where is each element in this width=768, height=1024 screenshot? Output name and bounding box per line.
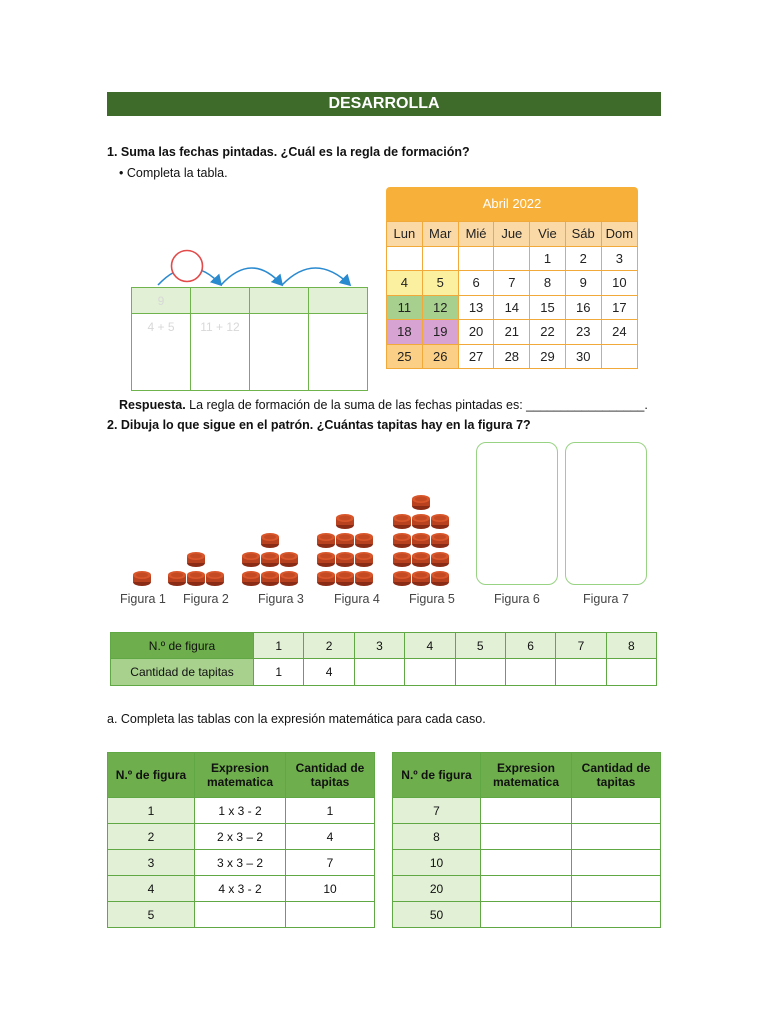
expression-cell: 3 x 3 – 2	[195, 850, 286, 876]
day-header: Vie	[530, 222, 566, 247]
calendar-cell: 2	[565, 246, 601, 271]
bottle-cap	[431, 533, 449, 548]
expression-table-right	[392, 752, 661, 928]
seq-bottom-3[interactable]	[250, 314, 309, 391]
section-banner: DESARROLLA	[107, 92, 661, 116]
figure-label: Figura 7	[583, 592, 629, 606]
bottle-cap	[336, 533, 354, 548]
figure-cell: 4	[108, 876, 195, 902]
bottle-cap	[206, 571, 224, 586]
calendar-title: Abril 2022	[386, 187, 638, 221]
day-header: Sáb	[565, 222, 601, 247]
figure-number: 3	[354, 633, 404, 659]
header-caps: Cantidad de tapitas	[286, 753, 375, 798]
caps-cell[interactable]	[572, 876, 661, 902]
bottle-cap	[336, 571, 354, 586]
figure-label: Figura 1	[120, 592, 166, 606]
expression-cell[interactable]	[481, 824, 572, 850]
bottle-cap	[412, 514, 430, 529]
figure-cell: 10	[393, 850, 481, 876]
expression-cell[interactable]	[195, 902, 286, 928]
calendar-cell	[458, 246, 494, 271]
calendar-cell: 29	[530, 344, 566, 369]
calendar-cell: 22	[530, 320, 566, 345]
answer-label: Respuesta.	[119, 398, 186, 412]
calendar-cell-highlighted: 26	[422, 344, 458, 369]
calendar-cell: 24	[601, 320, 637, 345]
figure-number: 8	[606, 633, 656, 659]
calendar-cell-highlighted: 11	[387, 295, 423, 320]
calendar-cell-highlighted: 4	[387, 271, 423, 296]
seq-bottom-2: 11 + 12	[191, 314, 250, 391]
bottle-cap	[133, 571, 151, 586]
caps-cell[interactable]	[286, 902, 375, 928]
caps-cell[interactable]	[572, 824, 661, 850]
caps-count-cell[interactable]	[606, 659, 656, 686]
day-header: Mié	[458, 222, 494, 247]
bottle-cap	[336, 552, 354, 567]
calendar-cell: 30	[565, 344, 601, 369]
expression-cell[interactable]	[481, 798, 572, 824]
seq-bottom-1: 4 + 5	[132, 314, 191, 391]
figure-cell: 2	[108, 824, 195, 850]
calendar-cell: 21	[494, 320, 530, 345]
row-label-caps: Cantidad de tapitas	[111, 659, 254, 686]
bottle-cap	[317, 533, 335, 548]
figure-cell: 7	[393, 798, 481, 824]
answer-text: La regla de formación de la suma de las fechas pintadas es: _________________.	[185, 398, 648, 412]
bottle-cap	[280, 552, 298, 567]
calendar-cell: 23	[565, 320, 601, 345]
figures-pattern	[110, 490, 480, 590]
question-1-title: 1. Suma las fechas pintadas. ¿Cuál es la regla de formación?	[107, 145, 470, 159]
day-header: Jue	[494, 222, 530, 247]
caps-count-cell[interactable]	[354, 659, 404, 686]
caps-count: 1	[254, 659, 304, 686]
calendar-cell: 1	[530, 246, 566, 271]
figure-label: Figura 6	[494, 592, 540, 606]
bottle-cap	[187, 571, 205, 586]
bottle-cap	[355, 533, 373, 548]
question-2-title: 2. Dibuja lo que sigue en el patrón. ¿Cuántas tapitas hay en la figura 7?	[107, 418, 531, 432]
figure-label: Figura 3	[258, 592, 304, 606]
figure-6-box[interactable]	[476, 442, 558, 585]
calendar-cell-highlighted: 5	[422, 271, 458, 296]
caps-cell: 4	[286, 824, 375, 850]
caps-cell: 1	[286, 798, 375, 824]
figure-cell: 20	[393, 876, 481, 902]
bottle-cap	[412, 571, 430, 586]
arc-arrow-3	[282, 268, 350, 285]
calendar-cell: 17	[601, 295, 637, 320]
calendar-cell-highlighted: 18	[387, 320, 423, 345]
header-expression: Expresion matematica	[195, 753, 286, 798]
calendar-cell	[387, 246, 423, 271]
expression-cell: 2 x 3 – 2	[195, 824, 286, 850]
calendar-cell	[494, 246, 530, 271]
bottle-cap	[393, 571, 411, 586]
expression-cell[interactable]	[481, 902, 572, 928]
calendar-cell: 6	[458, 271, 494, 296]
figure-7-box[interactable]	[565, 442, 647, 585]
calendar-cell: 28	[494, 344, 530, 369]
bottle-cap	[355, 552, 373, 567]
calendar-cell	[422, 246, 458, 271]
figure-number: 7	[556, 633, 606, 659]
calendar	[386, 187, 638, 369]
figure-cell: 5	[108, 902, 195, 928]
calendar-cell: 14	[494, 295, 530, 320]
figures-count-table	[110, 632, 657, 686]
caps-count-cell[interactable]	[505, 659, 555, 686]
bottle-cap	[431, 571, 449, 586]
figure-number: 6	[505, 633, 555, 659]
header-figure: N.º de figura	[393, 753, 481, 798]
seq-top-4[interactable]	[309, 288, 368, 314]
figure-label: Figura 5	[409, 592, 455, 606]
empty-circle	[172, 251, 203, 282]
figure-label: Figura 2	[183, 592, 229, 606]
seq-top-3[interactable]	[250, 288, 309, 314]
calendar-cell: 15	[530, 295, 566, 320]
expression-cell: 1 x 3 - 2	[195, 798, 286, 824]
bottle-cap	[412, 495, 430, 510]
calendar-cell-highlighted: 25	[387, 344, 423, 369]
calendar-cell: 13	[458, 295, 494, 320]
question-1-bullet: • Completa la tabla.	[119, 166, 228, 180]
calendar-cell: 8	[530, 271, 566, 296]
calendar-cell: 3	[601, 246, 637, 271]
calendar-cell: 10	[601, 271, 637, 296]
part-a-title: a. Completa las tablas con la expresión matemática para cada caso.	[107, 712, 486, 726]
figure-cell: 3	[108, 850, 195, 876]
caps-cell: 7	[286, 850, 375, 876]
day-header: Lun	[387, 222, 423, 247]
bottle-cap	[393, 533, 411, 548]
bottle-cap	[242, 552, 260, 567]
figure-number: 5	[455, 633, 505, 659]
figure-number: 1	[254, 633, 304, 659]
caps-cell[interactable]	[572, 902, 661, 928]
caps-cell[interactable]	[572, 798, 661, 824]
arc-arrow-2	[221, 268, 282, 285]
calendar-cell: 16	[565, 295, 601, 320]
figure-number: 2	[304, 633, 354, 659]
sequence-table	[131, 287, 368, 391]
expression-cell[interactable]	[481, 850, 572, 876]
bottle-cap	[393, 514, 411, 529]
figure-cell: 50	[393, 902, 481, 928]
calendar-cell	[601, 344, 637, 369]
day-header: Dom	[601, 222, 637, 247]
expression-cell: 4 x 3 - 2	[195, 876, 286, 902]
figure-cell: 1	[108, 798, 195, 824]
sequence-arrows	[130, 245, 370, 291]
calendar-cell: 9	[565, 271, 601, 296]
bottle-cap	[431, 552, 449, 567]
calendar-cell: 20	[458, 320, 494, 345]
bottle-cap	[412, 552, 430, 567]
calendar-cell: 7	[494, 271, 530, 296]
seq-top-2[interactable]	[191, 288, 250, 314]
bottle-cap	[187, 552, 205, 567]
bottle-cap	[393, 552, 411, 567]
caps-cell[interactable]	[572, 850, 661, 876]
expression-cell[interactable]	[481, 876, 572, 902]
caps-cell: 10	[286, 876, 375, 902]
row-label-figure: N.º de figura	[111, 633, 254, 659]
calendar-cell-highlighted: 12	[422, 295, 458, 320]
bottle-cap	[336, 514, 354, 529]
calendar-cell-highlighted: 19	[422, 320, 458, 345]
bottle-cap	[412, 533, 430, 548]
bottle-cap	[242, 571, 260, 586]
header-figure: N.º de figura	[108, 753, 195, 798]
figure-cell: 8	[393, 824, 481, 850]
calendar-cell: 27	[458, 344, 494, 369]
day-header: Mar	[422, 222, 458, 247]
bottle-cap	[280, 571, 298, 586]
seq-top-1: 9	[132, 288, 191, 314]
header-caps: Cantidad de tapitas	[572, 753, 661, 798]
bottle-cap	[355, 571, 373, 586]
bottle-cap	[261, 533, 279, 548]
header-expression: Expresion matematica	[481, 753, 572, 798]
bottle-cap	[317, 552, 335, 567]
figure-label: Figura 4	[334, 592, 380, 606]
bottle-cap	[168, 571, 186, 586]
caps-count: 4	[304, 659, 354, 686]
bottle-cap	[317, 571, 335, 586]
caps-count-cell[interactable]	[455, 659, 505, 686]
bottle-cap	[431, 514, 449, 529]
bottle-cap	[261, 552, 279, 567]
bottle-cap	[261, 571, 279, 586]
answer-line	[119, 398, 648, 412]
caps-count-cell[interactable]	[405, 659, 455, 686]
seq-bottom-4[interactable]	[309, 314, 368, 391]
caps-count-cell[interactable]	[556, 659, 606, 686]
expression-table-left	[107, 752, 375, 928]
figure-number: 4	[405, 633, 455, 659]
